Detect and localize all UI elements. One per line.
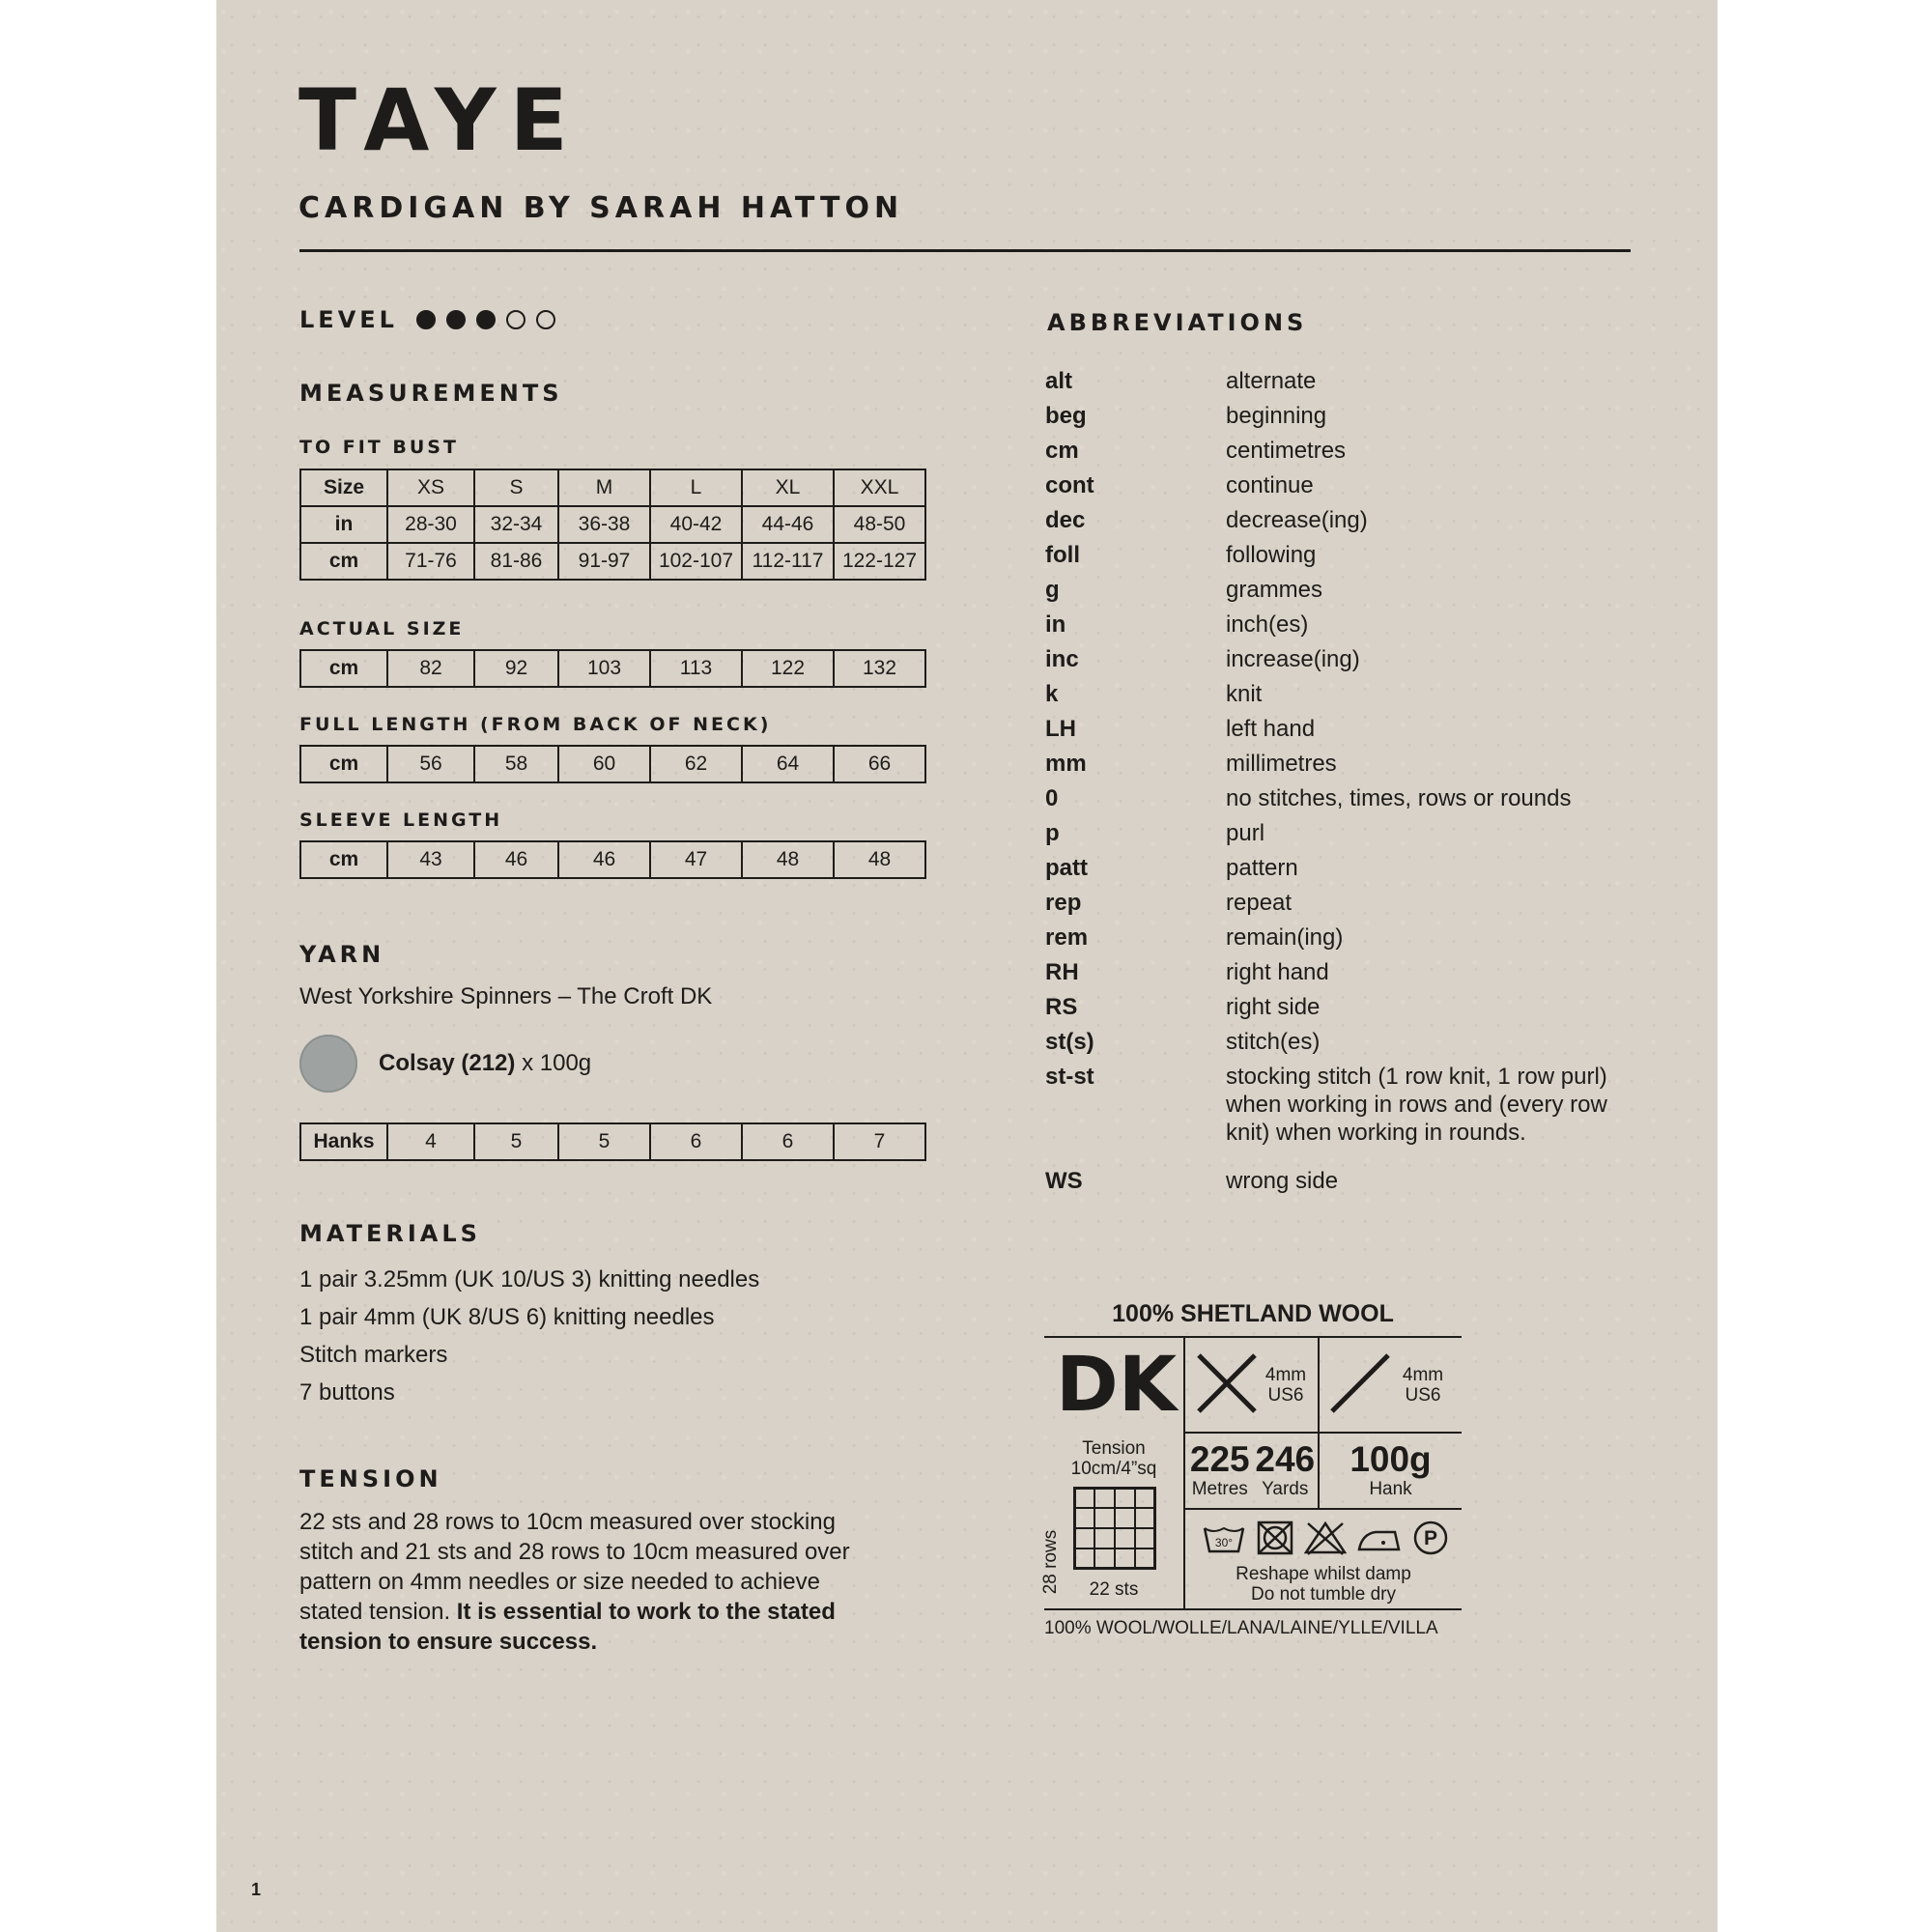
table-row (300, 1123, 925, 1160)
to-fit-bust-heading: TO FIT BUST (299, 437, 459, 458)
abbreviation-meaning-line: millimetres (1226, 751, 1337, 777)
abbreviation-meaning (1226, 923, 1644, 952)
table-cell: 113 (650, 650, 742, 687)
tension-line (299, 1597, 850, 1627)
table-row (300, 469, 925, 506)
table-cell: 7 (834, 1123, 925, 1160)
hook-us: US6 (1405, 1385, 1441, 1406)
full-length-table (299, 745, 926, 783)
table-cell: 66 (834, 746, 925, 782)
table-cell: 40-42 (650, 506, 742, 543)
yarn-shade-name: Colsay (212) (379, 1050, 516, 1076)
full-length-heading: FULL LENGTH (FROM BACK OF NECK) (299, 714, 772, 735)
level-dot-empty (506, 310, 526, 329)
abbreviation-meaning (1226, 680, 1644, 708)
table-cell: 5 (558, 1123, 650, 1160)
level-dot-empty (536, 310, 555, 329)
abbreviation-meaning-line: when working in rows and (every row (1226, 1092, 1607, 1118)
abbreviation-meaning-line: wrong side (1226, 1168, 1339, 1194)
abbreviation-meaning (1226, 576, 1644, 604)
abbreviation-term: st(s) (1045, 1029, 1094, 1055)
tension-sts: 22 sts (1089, 1579, 1139, 1600)
abbreviation-meaning-line: decrease(ing) (1226, 507, 1368, 533)
tension-line (299, 1627, 850, 1657)
abbreviation-meaning (1226, 471, 1644, 499)
abbreviation-term: in (1045, 611, 1066, 638)
tension-size: 10cm/4”sq (1070, 1459, 1157, 1479)
abbreviation-term: mm (1045, 751, 1087, 777)
hand-wash-icon (1202, 1520, 1246, 1555)
abbreviation-meaning-line: pattern (1226, 855, 1298, 881)
yarn-swatch (299, 1035, 357, 1093)
abbreviation-meaning (1226, 1167, 1644, 1195)
abbreviation-meaning (1226, 854, 1644, 882)
tension-plain: stated tension. (299, 1599, 451, 1625)
table-cell: M (558, 469, 650, 506)
abbreviation-row (1045, 715, 1644, 743)
abbreviation-meaning-line: alternate (1226, 368, 1317, 394)
needle-us: US6 (1267, 1385, 1304, 1406)
abbreviation-term: rem (1045, 924, 1089, 951)
abbreviation-meaning-line: stocking stitch (1 row knit, 1 row purl) (1226, 1064, 1607, 1090)
table-cell: 81-86 (474, 543, 558, 580)
header-rule (299, 249, 1631, 252)
abbreviation-meaning-line: no stitches, times, rows or rounds (1226, 785, 1572, 811)
abbreviation-row (1045, 611, 1644, 639)
table-cell: 46 (558, 841, 650, 878)
abbreviation-row (1045, 471, 1644, 499)
table-cell: 47 (650, 841, 742, 878)
tension-text (299, 1507, 850, 1657)
table-cell: L (650, 469, 742, 506)
abbreviation-meaning (1226, 437, 1644, 465)
abbreviation-term: p (1045, 820, 1060, 846)
abbreviation-meaning-line: following (1226, 542, 1317, 568)
materials-item: 7 buttons (299, 1379, 395, 1406)
table-row (300, 650, 925, 687)
abbreviation-meaning-line: continue (1226, 472, 1314, 498)
abbreviation-row (1045, 958, 1644, 986)
table-row (300, 746, 925, 782)
abbreviation-term: WS (1045, 1168, 1083, 1194)
to-fit-bust-table (299, 469, 926, 581)
yarn-label-title: 100% SHETLAND WOOL (1112, 1300, 1394, 1327)
materials-item: 1 pair 4mm (UK 8/US 6) knitting needles (299, 1304, 715, 1330)
abbreviation-meaning (1226, 645, 1644, 673)
abbreviation-term: patt (1045, 855, 1088, 881)
abbreviation-meaning-line: remain(ing) (1226, 924, 1344, 951)
weight-label: Hank (1369, 1479, 1412, 1499)
abbreviation-row (1045, 506, 1644, 534)
abbreviation-meaning-line: increase(ing) (1226, 646, 1360, 672)
abbreviation-meaning-line: right side (1226, 994, 1321, 1020)
tension-bold: It is essential to work to the stated (456, 1599, 836, 1625)
abbreviation-meaning (1226, 611, 1644, 639)
materials-item: 1 pair 3.25mm (UK 10/US 3) knitting needles (299, 1266, 760, 1293)
table-cell: 6 (742, 1123, 834, 1160)
yarn-heading: YARN (299, 941, 385, 968)
abbreviation-meaning (1226, 784, 1644, 812)
hanks-table (299, 1122, 926, 1161)
needle-size (1261, 1365, 1311, 1406)
yarn-label (1040, 1299, 1462, 1638)
abbreviation-meaning (1226, 889, 1644, 917)
tension-line: 22 sts and 28 rows to 10cm measured over stocking (299, 1509, 836, 1535)
abbreviation-row (1045, 402, 1644, 430)
abbreviation-meaning (1226, 1063, 1644, 1147)
table-cell: 28-30 (387, 506, 474, 543)
needle-mm: 4mm (1264, 1365, 1307, 1385)
abbreviation-term: foll (1045, 542, 1080, 568)
pattern-subtitle: CARDIGAN BY SARAH HATTON (298, 191, 904, 225)
table-cell: 32-34 (474, 506, 558, 543)
abbreviations-heading: ABBREVIATIONS (1047, 309, 1308, 336)
abbreviation-row (1045, 1167, 1644, 1195)
abbreviation-meaning (1226, 1028, 1644, 1056)
tension-line: pattern on 4mm needles or size needed to achieve (299, 1569, 821, 1595)
table-cell: 64 (742, 746, 834, 782)
care-symbols (1189, 1520, 1462, 1556)
abbreviation-meaning-line: knit (1226, 681, 1263, 707)
yarn-shade (379, 1048, 591, 1078)
dry-clean-letter: P (1423, 1527, 1438, 1549)
abbreviation-meaning (1226, 402, 1644, 430)
pattern-title: TAYE (298, 71, 582, 170)
tension-info (1044, 1438, 1183, 1479)
abbreviation-meaning (1226, 541, 1644, 569)
materials-heading: MATERIALS (299, 1220, 481, 1247)
table-cell: 102-107 (650, 543, 742, 580)
iron-icon (1356, 1520, 1403, 1555)
abbreviation-term: dec (1045, 507, 1086, 533)
hook-mm: 4mm (1402, 1365, 1444, 1385)
abbreviation-meaning (1226, 506, 1644, 534)
table-cell: 122-127 (834, 543, 925, 580)
abbreviation-term: g (1045, 577, 1060, 603)
abbreviation-term: k (1045, 681, 1059, 707)
table-cell: 6 (650, 1123, 742, 1160)
abbreviation-meaning (1226, 819, 1644, 847)
knitting-needles-icon (1195, 1351, 1259, 1415)
abbreviation-term: RH (1045, 959, 1079, 985)
table-cell: 56 (387, 746, 474, 782)
no-tumble-dry-icon (1256, 1520, 1294, 1555)
table-cell: S (474, 469, 558, 506)
table-cell: 44-46 (742, 506, 834, 543)
abbreviation-meaning-line: knit) when working in rounds. (1226, 1120, 1526, 1146)
pattern-page (216, 0, 1718, 1932)
level-label: LEVEL (299, 306, 398, 333)
abbreviation-meaning (1226, 958, 1644, 986)
sleeve-length-heading: SLEEVE LENGTH (299, 810, 503, 831)
table-cell: 91-97 (558, 543, 650, 580)
tension-bold: tension to ensure success. (299, 1629, 598, 1655)
care-line: Reshape whilst damp (1236, 1564, 1411, 1584)
abbreviation-row (1045, 1063, 1644, 1147)
yarn-weight: DK (1056, 1342, 1178, 1429)
table-cell: 82 (387, 650, 474, 687)
length-info (1187, 1440, 1318, 1499)
care-line: Do not tumble dry (1251, 1584, 1396, 1605)
table-cell: 71-76 (387, 543, 474, 580)
table-cell: 46 (474, 841, 558, 878)
abbreviation-term: RS (1045, 994, 1078, 1020)
row-header-cell: cm (300, 841, 387, 878)
row-header-cell: Hanks (300, 1123, 387, 1160)
metres-label: Metres (1191, 1479, 1248, 1499)
abbreviation-meaning-line: inch(es) (1226, 611, 1309, 638)
abbreviation-term: st-st (1045, 1064, 1094, 1090)
row-header-cell: Size (300, 469, 387, 506)
table-cell: 132 (834, 650, 925, 687)
sleeve-length-table (299, 840, 926, 879)
tension-heading: TENSION (299, 1465, 442, 1492)
abbreviation-meaning-line: stitch(es) (1226, 1029, 1321, 1055)
actual-size-table (299, 649, 926, 688)
crochet-hook-icon (1328, 1351, 1392, 1415)
yards-label: Yards (1262, 1479, 1309, 1499)
abbreviation-row (1045, 750, 1644, 778)
abbreviation-term: 0 (1045, 785, 1059, 811)
no-bleach-icon (1304, 1520, 1347, 1555)
table-cell: 48-50 (834, 506, 925, 543)
skill-level (299, 305, 555, 334)
weight-info (1320, 1440, 1462, 1499)
row-header-cell: in (300, 506, 387, 543)
abbreviation-term: rep (1045, 890, 1082, 916)
row-header-cell: cm (300, 650, 387, 687)
abbreviation-meaning (1226, 715, 1644, 743)
abbreviation-term: alt (1045, 368, 1073, 394)
tension-label: Tension (1082, 1438, 1146, 1459)
table-cell: 43 (387, 841, 474, 878)
yarn-name: West Yorkshire Spinners – The Croft DK (299, 983, 713, 1009)
table-row (300, 543, 925, 580)
table-cell: 5 (474, 1123, 558, 1160)
abbreviation-meaning-line: repeat (1226, 890, 1293, 916)
table-cell: XS (387, 469, 474, 506)
abbreviation-row (1045, 367, 1644, 395)
table-cell: 112-117 (742, 543, 834, 580)
abbreviation-row (1045, 437, 1644, 465)
abbreviation-row (1045, 993, 1644, 1021)
abbreviation-meaning-line: left hand (1226, 716, 1316, 742)
table-cell: 58 (474, 746, 558, 782)
abbreviation-row (1045, 889, 1644, 917)
abbreviation-meaning (1226, 750, 1644, 778)
abbreviation-row (1045, 576, 1644, 604)
label-divider (1183, 1508, 1462, 1510)
metres-info (1190, 1440, 1250, 1499)
yarn-label-grid (1040, 1336, 1462, 1610)
row-header-cell: cm (300, 746, 387, 782)
abbreviation-row (1045, 645, 1644, 673)
hook-size (1396, 1365, 1450, 1406)
abbreviation-term: cont (1045, 472, 1094, 498)
tension-grid-icon (1073, 1487, 1156, 1570)
level-dots (406, 310, 555, 329)
table-cell: 92 (474, 650, 558, 687)
metres-value: 225 (1189, 1439, 1250, 1479)
table-cell: 36-38 (558, 506, 650, 543)
abbreviation-meaning-line: right hand (1226, 959, 1329, 985)
abbreviation-row (1045, 541, 1644, 569)
abbreviation-term: cm (1045, 438, 1079, 464)
level-dot-filled (416, 310, 436, 329)
yarn-shade-weight: x 100g (522, 1050, 592, 1076)
abbreviation-term: inc (1045, 646, 1079, 672)
abbreviation-row (1045, 784, 1644, 812)
care-instructions (1185, 1564, 1462, 1605)
abbreviation-row (1045, 1028, 1644, 1056)
table-row (300, 841, 925, 878)
dry-clean-icon (1412, 1520, 1449, 1556)
abbreviation-row (1045, 854, 1644, 882)
table-row (300, 506, 925, 543)
abbreviation-meaning (1226, 367, 1644, 395)
materials-item: Stitch markers (299, 1342, 448, 1368)
yards-info (1255, 1440, 1315, 1499)
abbreviation-term: beg (1045, 403, 1087, 429)
table-cell: 103 (558, 650, 650, 687)
tension-rows: 28 rows (1040, 1529, 1061, 1595)
table-cell: XL (742, 469, 834, 506)
table-cell: XXL (834, 469, 925, 506)
yards-value: 246 (1255, 1439, 1316, 1479)
weight-value: 100g (1350, 1439, 1432, 1479)
abbreviation-meaning-line: grammes (1226, 577, 1323, 603)
materials-list (299, 1261, 759, 1411)
abbreviation-row (1045, 923, 1644, 952)
level-dot-filled (446, 310, 466, 329)
tension-line: stitch and 21 sts and 28 rows to 10cm measured over (299, 1539, 850, 1565)
row-header-cell: cm (300, 543, 387, 580)
table-cell: 4 (387, 1123, 474, 1160)
wash-temp: 30° (1214, 1536, 1234, 1549)
abbreviation-meaning (1226, 993, 1644, 1021)
actual-size-heading: ACTUAL SIZE (299, 618, 465, 639)
table-cell: 60 (558, 746, 650, 782)
table-cell: 62 (650, 746, 742, 782)
table-cell: 48 (742, 841, 834, 878)
abbreviation-meaning-line: beginning (1226, 403, 1327, 429)
table-cell: 122 (742, 650, 834, 687)
yarn-composition: 100% WOOL/WOLLE/LANA/LAINE/YLLE/VILLA (1044, 1618, 1438, 1638)
table-cell: 48 (834, 841, 925, 878)
abbreviation-meaning-line: centimetres (1226, 438, 1347, 464)
label-divider (1183, 1432, 1462, 1434)
abbreviation-row (1045, 680, 1644, 708)
level-dot-filled (476, 310, 496, 329)
abbreviation-row (1045, 819, 1644, 847)
abbreviation-meaning-line: purl (1226, 820, 1265, 846)
page-number: 1 (251, 1880, 262, 1899)
measurements-heading: MEASUREMENTS (299, 380, 563, 407)
abbreviation-term: LH (1045, 716, 1076, 742)
